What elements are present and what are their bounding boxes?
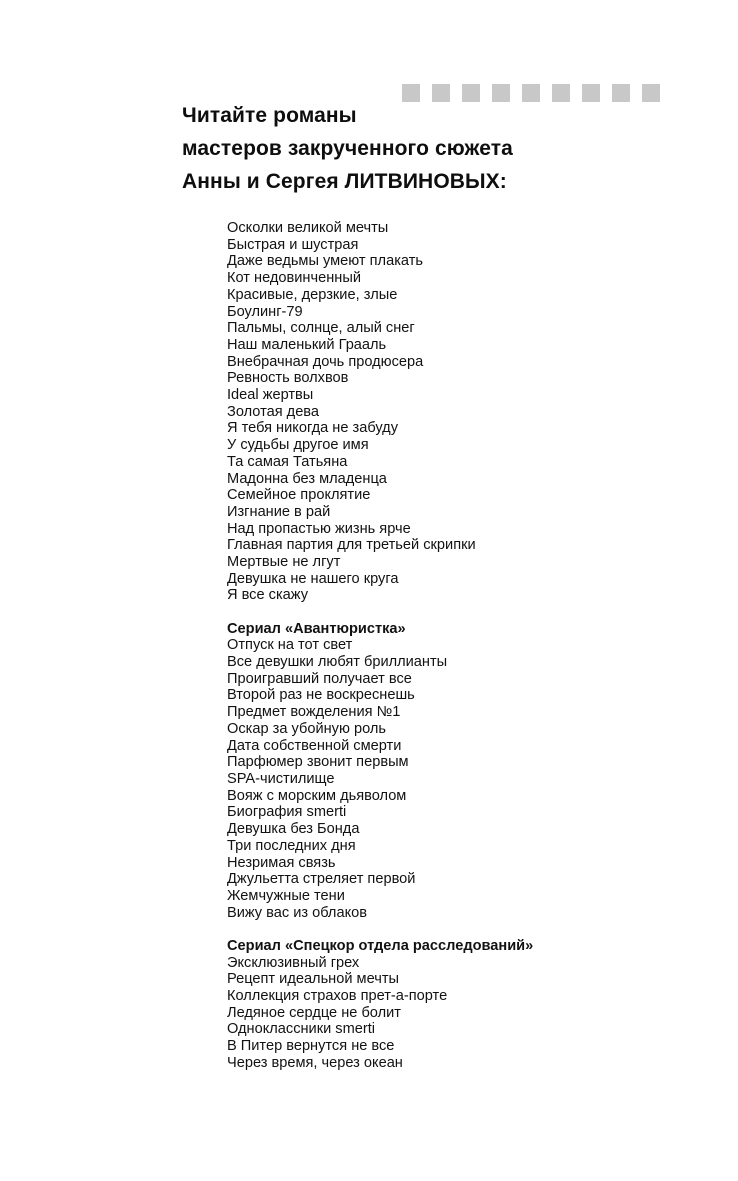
book-title: Дата собственной смерти <box>227 737 402 754</box>
book-title: Мертвые не лгут <box>227 554 341 571</box>
book-title: Через время, через океан <box>227 1054 403 1071</box>
heading-line-1: Читайте романы <box>182 104 357 127</box>
book-title: Над пропастью жизнь ярче <box>227 520 411 537</box>
book-title: Кот недовинченный <box>227 270 361 287</box>
book-title: В Питер вернутся не все <box>227 1038 395 1055</box>
book-title: Три последних дня <box>227 837 356 854</box>
book-title: Парфюмер звонит первым <box>227 754 409 771</box>
series-section <box>227 621 533 922</box>
book-title: Я все скажу <box>227 587 308 604</box>
book-title: Внебрачная дочь продюсера <box>227 353 424 370</box>
series-section <box>227 220 533 604</box>
heading-line-2: мастеров закрученного сюжета <box>182 137 513 160</box>
book-title: Даже ведьмы умеют плакать <box>227 253 423 270</box>
book-title: Я тебя никогда не забуду <box>227 420 398 437</box>
book-title: Быстрая и шустрая <box>227 236 359 253</box>
book-title: Ледяное сердце не болит <box>227 1004 401 1021</box>
book-title: Главная партия для третьей скрипки <box>227 537 476 554</box>
book-title: Та самая Татьяна <box>227 453 348 470</box>
book-title: Незримая связь <box>227 854 336 871</box>
book-list <box>227 220 533 1071</box>
book-title: Рецепт идеальной мечты <box>227 971 400 988</box>
book-title: Эксклюзивный грех <box>227 954 360 971</box>
book-title: Золотая дева <box>227 403 320 420</box>
decorative-square-icon <box>552 84 570 102</box>
book-title: Предмет вожделения №1 <box>227 704 401 721</box>
book-title: Мадонна без младенца <box>227 470 387 487</box>
book-title: Отпуск на тот свет <box>227 637 353 654</box>
book-title: У судьбы другое имя <box>227 437 369 454</box>
book-title: Красивые, дерзкие, злые <box>227 286 398 303</box>
decorative-square-icon <box>522 84 540 102</box>
book-title: Осколки великой мечты <box>227 220 389 236</box>
book-title: Второй раз не воскреснешь <box>227 687 415 704</box>
book-title: Ревность волхвов <box>227 370 349 387</box>
book-title: Жемчужные тени <box>227 887 345 904</box>
book-title: Изгнание в рай <box>227 503 331 520</box>
book-title: Ideal жертвы <box>227 387 314 404</box>
book-title: Одноклассники smerti <box>227 1021 376 1038</box>
page-heading <box>182 99 513 198</box>
book-title: Семейное проклятие <box>227 487 371 504</box>
book-title: Девушка без Бонда <box>227 821 360 838</box>
decorative-square-icon <box>582 84 600 102</box>
book-title: Проигравший получает все <box>227 670 412 687</box>
book-title: Боулинг-79 <box>227 303 303 320</box>
heading-line-3: Анны и Сергея ЛИТВИНОВЫХ: <box>182 170 507 193</box>
book-title: Вижу вас из облаков <box>227 904 367 921</box>
series-section <box>227 938 533 1072</box>
book-title: Вояж с морским дьяволом <box>227 787 407 804</box>
decorative-square-icon <box>612 84 630 102</box>
book-title: Все девушки любят бриллианты <box>227 654 448 671</box>
book-title: Оскар за убойную роль <box>227 720 386 737</box>
book-title: Пальмы, солнце, алый снег <box>227 320 415 337</box>
book-title: SPA-чистилище <box>227 771 335 787</box>
decorative-square-icon <box>642 84 660 102</box>
book-title: Биография smerti <box>227 804 347 821</box>
series-heading: Сериал «Спецкор отдела расследований» <box>227 937 534 954</box>
series-heading: Сериал «Авантюристка» <box>227 620 406 637</box>
book-title: Джульетта стреляет первой <box>227 871 416 888</box>
book-title: Коллекция страхов прет-а-порте <box>227 987 448 1004</box>
book-title: Девушка не нашего круга <box>227 570 399 587</box>
book-title: Наш маленький Грааль <box>227 336 387 353</box>
